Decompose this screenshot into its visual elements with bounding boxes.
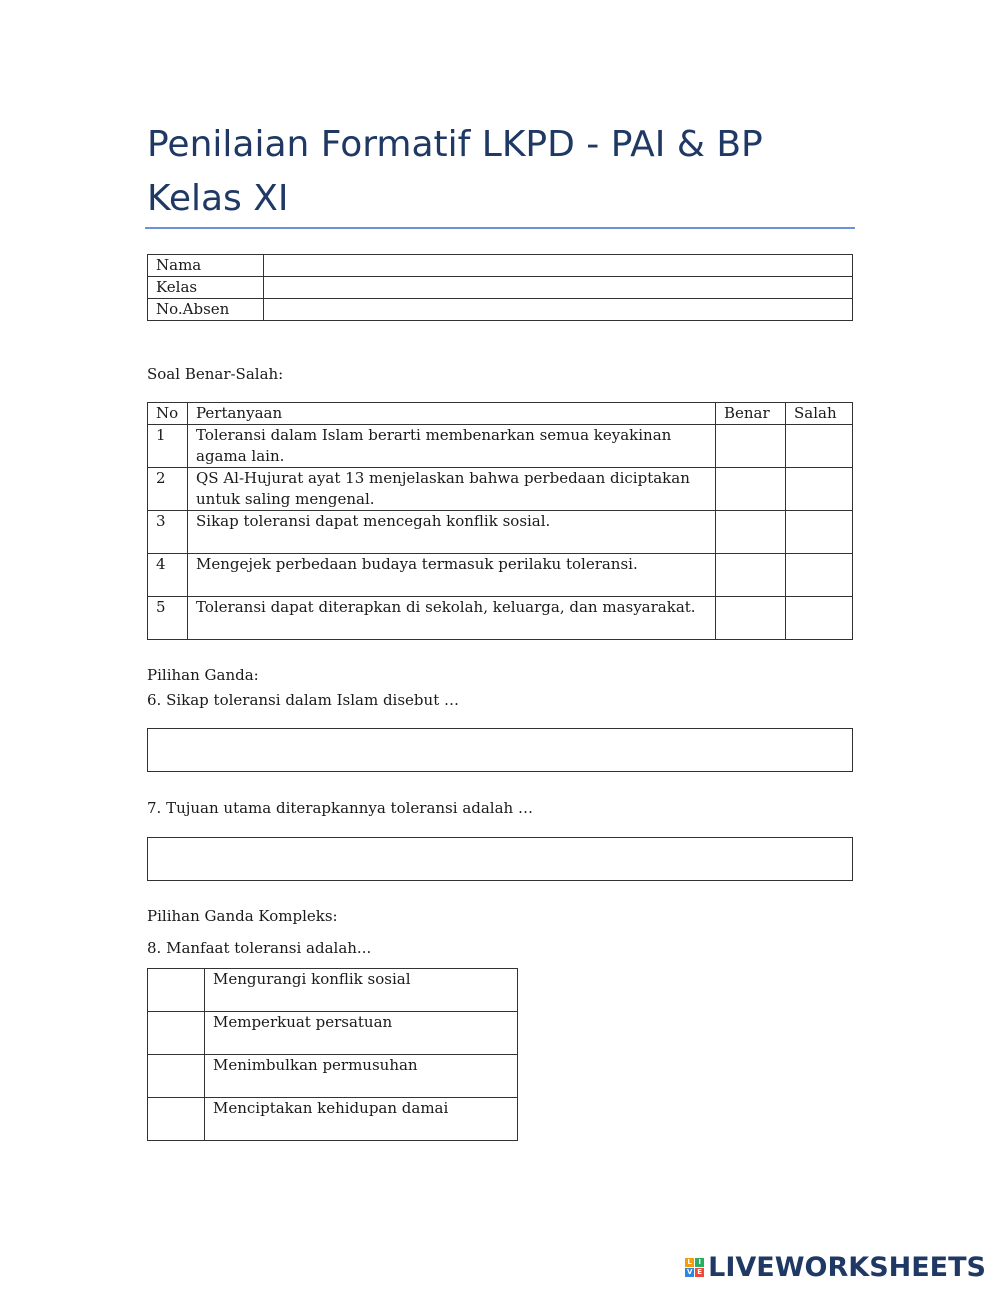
header-no: No: [148, 403, 188, 425]
answer-false-2[interactable]: [786, 468, 853, 511]
option-checkbox-3[interactable]: [148, 1055, 205, 1098]
kelas-input[interactable]: [264, 277, 853, 299]
answer-true-3[interactable]: [716, 511, 786, 554]
title-divider: [145, 227, 855, 229]
row-no: 2: [148, 468, 188, 511]
header-question: Pertanyaan: [188, 403, 716, 425]
question-8: 8. Manfaat toleransi adalah...: [147, 939, 372, 957]
row-no: 1: [148, 425, 188, 468]
table-row: [148, 511, 853, 554]
answer-true-4[interactable]: [716, 554, 786, 597]
logo-mark-letter: E: [695, 1268, 704, 1277]
option-label: Mengurangi konflik sosial: [205, 969, 518, 1012]
option-label: Menimbulkan permusuhan: [205, 1055, 518, 1098]
logo-text: LIVEWORKSHEETS: [708, 1252, 986, 1283]
row-no: 4: [148, 554, 188, 597]
answer-false-5[interactable]: [786, 597, 853, 640]
option-label: Menciptakan kehidupan damai: [205, 1098, 518, 1141]
question-7: 7. Tujuan utama diterapkannya toleransi adalah …: [147, 799, 533, 817]
logo-mark-letter: I: [695, 1258, 704, 1267]
answer-false-3[interactable]: [786, 511, 853, 554]
row-question: Toleransi dalam Islam berarti membenarkan semua keyakinan agama lain.: [188, 425, 716, 468]
identity-label-nama: Nama: [148, 255, 264, 277]
complex-choice-table: [147, 968, 518, 1141]
true-false-heading: Soal Benar-Salah:: [147, 365, 284, 383]
answer-true-5[interactable]: [716, 597, 786, 640]
no-absen-input[interactable]: [264, 299, 853, 321]
answer-true-2[interactable]: [716, 468, 786, 511]
answer-false-1[interactable]: [786, 425, 853, 468]
table-row: [148, 468, 853, 511]
true-false-table: [147, 402, 853, 640]
row-no: 5: [148, 597, 188, 640]
identity-row: [148, 277, 853, 299]
row-question: QS Al-Hujurat ayat 13 menjelaskan bahwa perbedaan diciptakan untuk saling mengenal.: [188, 468, 716, 511]
option-checkbox-4[interactable]: [148, 1098, 205, 1141]
row-question: Toleransi dapat diterapkan di sekolah, keluarga, dan masyarakat.: [188, 597, 716, 640]
option-checkbox-2[interactable]: [148, 1012, 205, 1055]
logo-mark-letter: V: [686, 1268, 693, 1276]
identity-row: [148, 299, 853, 321]
header-true: Benar: [716, 403, 786, 425]
identity-row: [148, 255, 853, 277]
answer-false-4[interactable]: [786, 554, 853, 597]
answer-box-7[interactable]: [147, 837, 853, 881]
identity-label-kelas: Kelas: [148, 277, 264, 299]
liveworksheets-logo: [685, 1252, 986, 1283]
option-row: [148, 969, 518, 1012]
row-question: Sikap toleransi dapat mencegah konflik sosial.: [188, 511, 716, 554]
table-header-row: [148, 403, 853, 425]
identity-table: [147, 254, 853, 321]
identity-label-no-absen: No.Absen: [148, 299, 264, 321]
table-row: [148, 554, 853, 597]
table-row: [148, 597, 853, 640]
row-no: 3: [148, 511, 188, 554]
page-title: Penilaian Formatif LKPD - PAI & BP Kelas XI: [147, 124, 763, 219]
answer-box-6[interactable]: [147, 728, 853, 772]
multiple-choice-heading: Pilihan Ganda:: [147, 666, 259, 684]
option-row: [148, 1055, 518, 1098]
option-row: [148, 1012, 518, 1055]
header-false: Salah: [786, 403, 853, 425]
nama-input[interactable]: [264, 255, 853, 277]
table-row: [148, 425, 853, 468]
option-label: Memperkuat persatuan: [205, 1012, 518, 1055]
logo-mark-icon: [685, 1258, 704, 1277]
answer-true-1[interactable]: [716, 425, 786, 468]
option-checkbox-1[interactable]: [148, 969, 205, 1012]
question-6: 6. Sikap toleransi dalam Islam disebut …: [147, 691, 459, 709]
option-row: [148, 1098, 518, 1141]
logo-mark-letter: L: [685, 1258, 694, 1267]
complex-choice-heading: Pilihan Ganda Kompleks:: [147, 907, 338, 925]
row-question: Mengejek perbedaan budaya termasuk perilaku toleransi.: [188, 554, 716, 597]
